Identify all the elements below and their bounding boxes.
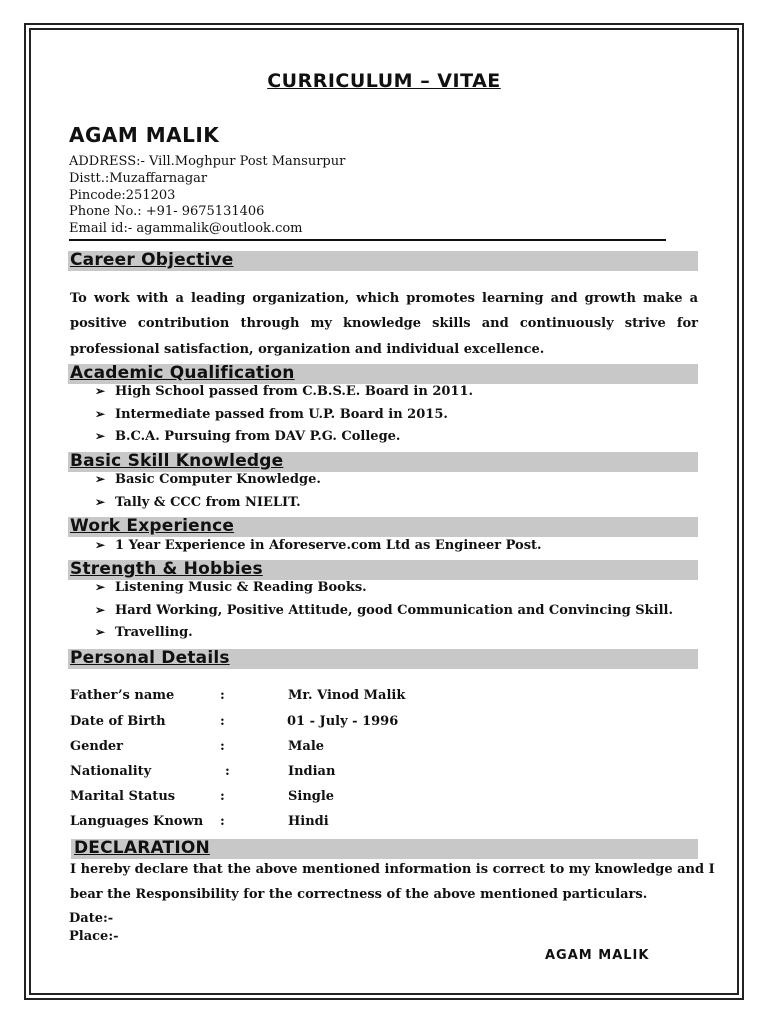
arrow-bullet-icon: ➢ — [95, 429, 106, 443]
section-personal-details — [68, 649, 698, 669]
arrow-bullet-icon: ➢ — [95, 625, 106, 639]
phone-line: Phone No.: +91- 9675131406 — [69, 204, 265, 220]
arrow-bullet-icon: ➢ — [95, 406, 106, 421]
signature-name: AGAM MALIK — [545, 948, 650, 963]
address-line: ADDRESS:- Vill.Moghpur Post Mansurpur — [69, 154, 346, 169]
document-title-block — [0, 70, 768, 92]
section-strength-hobbies — [68, 560, 698, 580]
arrow-bullet-icon: ➢ — [95, 580, 106, 594]
date-label: Date:- — [69, 911, 114, 926]
section-heading: Career Objective — [70, 250, 234, 270]
section-declaration — [71, 839, 698, 859]
email-line: Email id:- agammalik@outlook.com — [69, 221, 303, 237]
section-heading: DECLARATION — [74, 838, 210, 858]
pincode-line: Pincode:251203 — [69, 187, 176, 203]
arrow-bullet-icon: ➢ — [95, 472, 106, 486]
place-label: Place:- — [69, 929, 119, 944]
arrow-bullet-icon: ➢ — [95, 538, 106, 552]
section-heading: Personal Details — [70, 648, 230, 668]
section-academic-qualification — [68, 364, 698, 384]
header-divider — [69, 239, 666, 241]
district-line: Distt.:Muzaffarnagar — [69, 170, 208, 186]
arrow-bullet-icon: ➢ — [95, 384, 106, 398]
section-career-objective — [68, 251, 698, 271]
section-heading: Strength & Hobbies — [70, 559, 263, 579]
career-objective-text: To work with a leading organization, which promotes learning and growth make a positive contribution through my knowledge skills and continuously strive for professional satisfaction, organization and individual excellence. — [70, 291, 698, 357]
arrow-bullet-icon: ➢ — [95, 495, 106, 509]
section-heading: Academic Qualification — [70, 363, 295, 383]
section-basic-skill-knowledge — [68, 452, 698, 472]
document-title: CURRICULUM – VITAE — [267, 70, 501, 92]
candidate-name: AGAM MALIK — [69, 123, 220, 147]
section-heading: Basic Skill Knowledge — [70, 451, 284, 471]
contact-block — [69, 154, 345, 238]
section-heading: Work Experience — [70, 516, 235, 536]
declaration-text: I hereby declare that the above mentioned information is correct to my knowledge and I bear the Responsibility for the correctness of the above mentioned particulars. — [70, 862, 715, 902]
arrow-bullet-icon: ➢ — [95, 602, 106, 617]
section-work-experience — [68, 517, 698, 537]
